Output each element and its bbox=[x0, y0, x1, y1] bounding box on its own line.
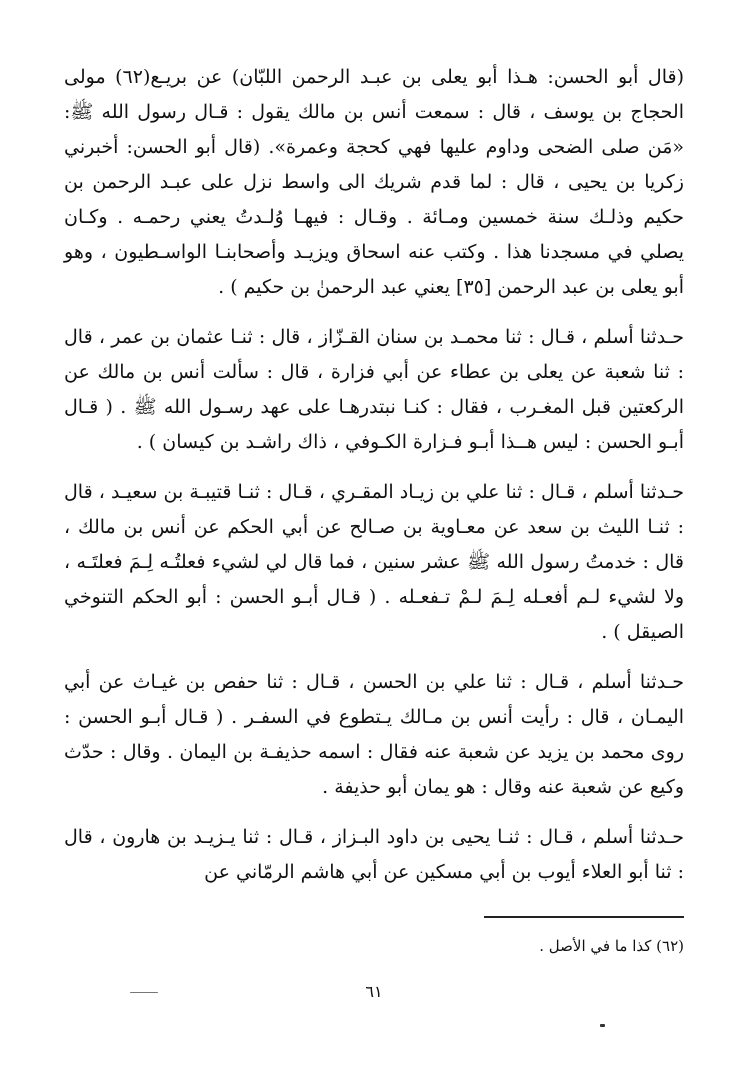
scan-speck bbox=[600, 1024, 605, 1027]
paragraph-4: حـدثنا أسلم ، قـال : ثنا علي بن الحسن ، قـال : ثنا حفص بن غيـاث عن أبي اليمـان ، قال : رأيت أنس بن مـالك يـتطوع في السفـر . ( قـال أبـو الحسن : روى محمد بن يزيد عن شعبة عنه فقال : اسمه حذيفـة بن اليمان . وقال : حدّث وكيع عن شعبة عنه وقال : هو يمان أبو حذيفة . bbox=[64, 671, 684, 798]
footnote: (٦٢) كذا ما في الأصل . bbox=[539, 937, 684, 955]
footnote-separator bbox=[484, 916, 684, 918]
paragraph-2: حـدثنا أسلم ، قـال : ثنا محمـد بن سنان القـزّاز ، قال : ثنـا عثمان بن عمر ، قال : ثنا شعبة عن يعلى بن عطاء عن أبي فزارة ، قال : سألت أنس بن مالك عن الركعتين قبل المغـرب ، فقال : كنـا نبتدرهـا على عهد رسـول الله ﷺ . ( قـال أبـو الحسن : ليس هــذا أبـو فـزارة الكـوفي ، ذاك راشـد بن كيسان ) . bbox=[64, 326, 684, 453]
page-number: ٦١ bbox=[365, 982, 383, 1001]
document-page bbox=[64, 60, 684, 1050]
paragraph-1: (قال أبو الحسن: هـذا أبو يعلى بن عبـد الرحمن اللبّان) عن بريـع(٦٢) مولى الحجاج بن يوسف ، قال : سمعت أنس بن مالك يقول : قـال رسول الله ﷺ: «مَن صلى الضحى وداوم عليها فهي كحجة وعمرة». (قال أبو الحسن: أخبرني زكريا بن يحيى ، قال : لما قدم شريك الى واسط نزل على عبـد الرحمن بن حكيم وذلـك سنة خمسين ومـائة . وقـال : فيهـا وُلـدتُ يعني رحمـه . وكـان يصلي في مسجدنا هذا . وكتب عنه اسحاق ويزيـد وأصحابنـا الواسـطيون ، وهو أبو يعلى بن عبد الرحمن [٣٥] يعني عبد الرحمنٰ بن حكيم ) . bbox=[64, 66, 684, 298]
scan-speck bbox=[130, 992, 158, 993]
paragraph-5: حـدثنا أسلم ، قـال : ثنـا يحيى بن داود البـزاز ، قـال : ثنا يـزيـد بن هارون ، قال : ثنا أبو العلاء أيوب بن أبي مسكين عن أبي هاشم الرمّاني عن bbox=[64, 826, 684, 883]
paragraph-3: حـدثنا أسلم ، قـال : ثنا علي بن زيـاد المقـري ، قـال : ثنـا قتيبـة بن سعيـد ، قال : ثنـا الليث بن سعد عن معـاوية بن صـالح عن أبي الحكم عن أنس بن مالك ، قال : خدمتُ رسول الله ﷺ عشر سنين ، فما قال لي لشيء فعلتُـه لِـمَ فعلتَـه ، ولا لشيء لـم أفعـله لِـمَ لـمْ تـفعـله . ( قـال أبـو الحسن : أبو الحكم التنوخي الصيقل ) . bbox=[64, 481, 684, 643]
